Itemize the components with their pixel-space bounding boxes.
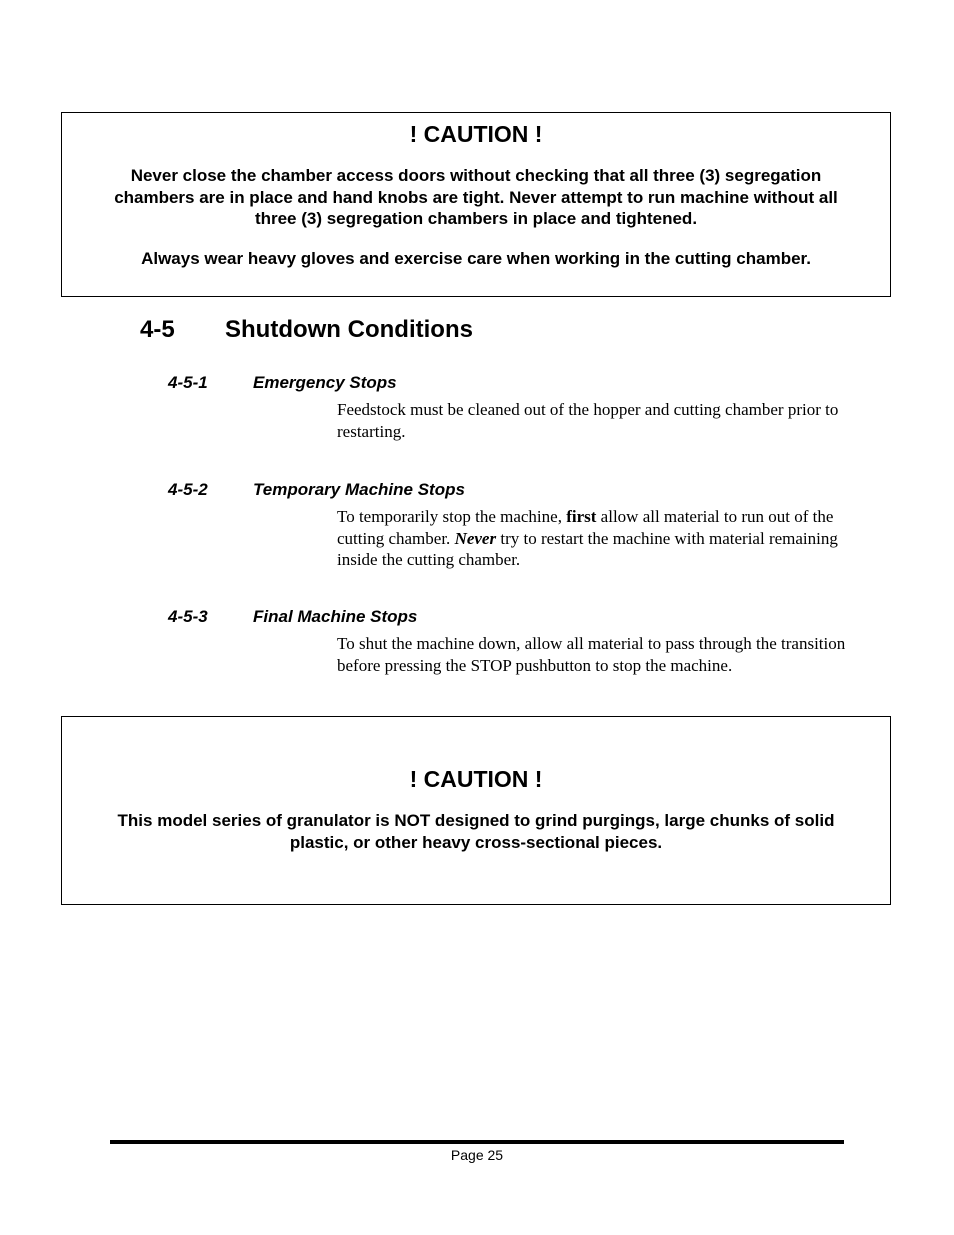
body-text-segment: allow all material to run out of the cutting chamber. [337,507,834,548]
subsection-number: 4-5-3 [168,607,208,626]
subsection-heading-emergency-stops [168,373,397,393]
subsection-body-final-stops: To shut the machine down, allow all material to pass through the transition before pressing the STOP pushbutton to stop the machine. [337,634,846,675]
section-heading [140,315,473,345]
body-text-segment: To temporarily stop the machine, [337,507,567,526]
caution-title: ! CAUTION ! [409,121,543,147]
subsection-title: Temporary Machine Stops [253,480,465,499]
subsection-heading-temporary-stops [168,480,465,500]
section-title: Shutdown Conditions [225,316,473,343]
emphasis-first: first [566,507,597,526]
caution-title: ! CAUTION ! [409,766,543,792]
page-number: Page 25 [450,1147,504,1163]
subsection-title: Emergency Stops [253,373,397,392]
caution-paragraph: This model series of granulator is NOT designed to grind purgings, large chunks of solid plastic, or other heavy cross-sectional pieces. [117,811,835,852]
caution-box-bottom [61,716,891,905]
caution-box-top [61,112,891,297]
section-number: 4-5 [140,316,175,343]
subsection-title: Final Machine Stops [253,607,418,626]
caution-paragraph: Never close the chamber access doors without checking that all three (3) segregation chambers are in place and hand knobs are tight. Never attempt to run machine without all three (3) segregation chambers in place and tightened. [114,166,838,228]
subsection-number: 4-5-1 [168,373,208,392]
caution-paragraph: Always wear heavy gloves and exercise care when working in the cutting chamber. [141,248,811,268]
subsection-heading-final-stops [168,607,417,627]
footer-rule [110,1140,844,1144]
subsection-body-temporary-stops [337,506,847,571]
subsection-number: 4-5-2 [168,480,208,499]
emphasis-never: Never [454,528,497,548]
subsection-body-emergency-stops: Feedstock must be cleaned out of the hopper and cutting chamber prior to restarting. [337,400,839,441]
body-text-segment: try to restart the machine with material remaining inside the cutting chamber. [337,528,838,569]
